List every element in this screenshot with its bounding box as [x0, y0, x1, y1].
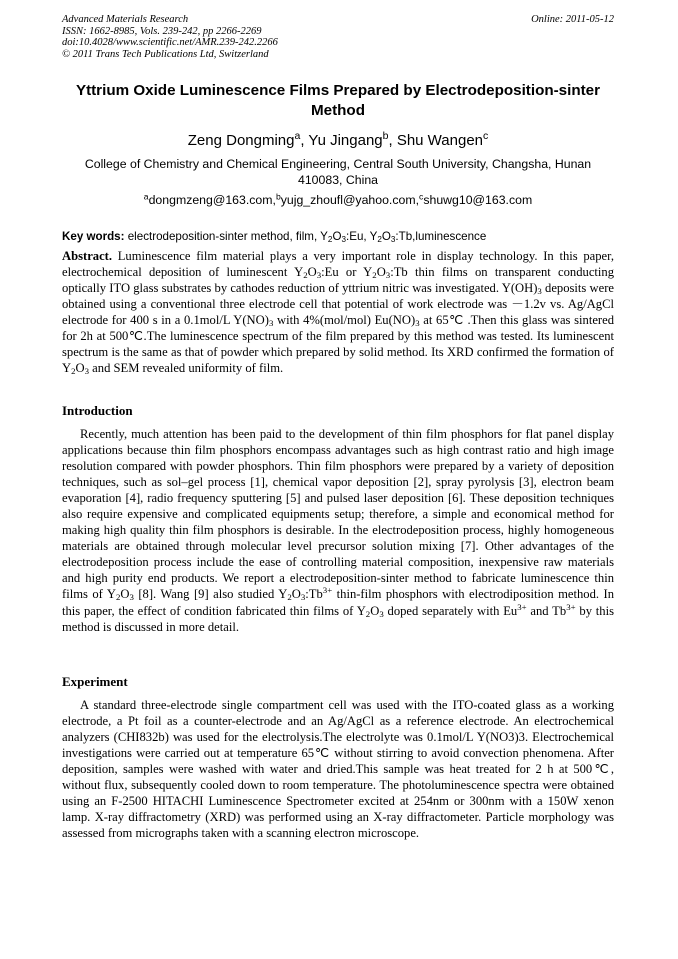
abstract-paragraph	[62, 248, 614, 376]
keywords	[62, 229, 622, 244]
email-address[interactable]: yujg_zhoufl@yahoo.com	[280, 193, 416, 207]
paper-title: Yttrium Oxide Luminescence Films Prepared by Electrodeposition-sinter Method	[75, 82, 601, 119]
subscript: 3	[268, 318, 274, 329]
body-text: doped separately with Eu	[383, 603, 518, 618]
superscript: 3+	[566, 601, 576, 612]
subscript: 2	[71, 366, 76, 377]
body-text: by this method is discussed in more detail.	[62, 603, 615, 634]
subscript: 2	[303, 270, 308, 281]
subscript: 2	[327, 235, 333, 245]
email-mark: b	[275, 191, 281, 202]
subscript: 3	[129, 592, 134, 603]
journal-name: Advanced Materials Research	[62, 14, 189, 25]
author-mark: c	[483, 130, 489, 143]
subscript: 3	[379, 608, 384, 619]
journal-doi: doi:10.4028/www.scientific.net/AMR.239-242.2266	[62, 37, 278, 49]
online-date: Online: 2011-05-12	[531, 14, 614, 25]
author-list: Zeng Dongming$^a$, Yu Jingang$^b$, Shu Wangen$^c$	[187, 130, 489, 149]
keywords-text: O	[332, 230, 342, 243]
subscript: 2	[115, 592, 121, 603]
abstract-text: with 4%(mol/mol) Eu(NO)	[273, 313, 416, 328]
body-text: O	[370, 603, 380, 618]
subscript: 3	[385, 270, 391, 281]
journal-header	[62, 14, 614, 60]
subscript: 2	[287, 592, 292, 603]
author-mark: b	[382, 130, 389, 143]
keywords-text: electrodeposition-sinter method, film, Y	[124, 230, 328, 243]
body-text: [8]. Wang [9] also studied Y	[133, 587, 288, 602]
body-text: :Tb	[305, 587, 323, 602]
abstract-label: Abstract.	[62, 249, 113, 263]
abstract-text: :Tb thin films on transparent conducting optically ITO glass substrates by cathodes reduction of yttrium nitric was investigated. Y(OH)	[62, 265, 614, 296]
email-list: $^a$dongmzeng@163.com,$^b$yujg_zhoufl@yahoo.com,$^c$shuwg10@163.com	[143, 191, 533, 207]
body-text: O	[120, 587, 130, 602]
abstract-text: deposits were obtained using a conventional three electrode cell that potential of work electrode was －1.2v vs. Ag/AgCl electrode for 400 s in a 0.1mol/L Y(NO)	[62, 281, 615, 328]
abstract-text: O	[75, 361, 85, 376]
email-mark: c	[419, 191, 424, 202]
author-name: Shu Wangen	[396, 132, 483, 149]
keywords-text: :Eu, Y	[345, 230, 378, 243]
body-text: Recently, much attention has been paid to the development of thin film phosphors for flat panel display applications because thin film phosphors encompass advantages such as high contrast ratio and high image resolution compared with powder phosphors. Thin film phosphors were prepared by a variety of deposition techniques, such as sol–gel process [1], chemical vapor deposition [2], spray pyrolysis [3], electron beam evaporation [4], radio frequency sputtering [5] and pulsed laser deposition [6]. These deposition techniques also require expensive and complicated equipments setup; therefore, a simple and economical method for making high quality thin film phosphors is desirable. In the electrodeposition process, highly homogeneous materials are obtained through molecular level precursor solution mixing [7]. Other advantages of the electrodeposition process include the ease of controlling material composition, inexpensive raw materials and high purity end products. We report a electrodeposition-sinter method to fabricate luminescence thin films of Y	[62, 427, 614, 602]
abstract-text: at 65℃ .Then this glass was sintered for 2h at 500℃.The luminescence spectrum of the film prepared by this method was tested. Its luminescent spectrum is the same as that of powder which prepared by solid method. Its XRD confirmed the formation of Y	[62, 313, 614, 376]
section-heading-introduction: Introduction	[62, 403, 133, 418]
email-address[interactable]: shuwg10@163.com	[423, 193, 533, 207]
abstract-text: O	[376, 265, 386, 280]
subscript: 3	[537, 286, 542, 297]
keywords-text: O	[381, 230, 391, 243]
abstract-text: :Eu or Y	[321, 265, 373, 280]
subscript: 3	[300, 592, 306, 603]
journal-issn: ISSN: 1662-8985, Vols. 239-242, pp 2266-2269	[62, 25, 262, 37]
author-mark: a	[294, 130, 301, 143]
subscript: 2	[377, 235, 382, 245]
subscript: 3	[84, 366, 90, 377]
email-mark: a	[143, 191, 149, 202]
abstract-text: and SEM revealed uniformity of film.	[89, 361, 284, 376]
author-name: Zeng Dongming	[187, 132, 295, 149]
section-heading-experiment: Experiment	[62, 674, 128, 689]
keywords-text: :Tb,luminescence	[395, 230, 487, 243]
affiliation: College of Chemistry and Chemical Engineering, Central South University, Changsha, Hunan 410083, China	[84, 157, 592, 187]
journal-copyright: © 2011 Trans Tech Publications Ltd, Switzerland	[62, 48, 269, 60]
introduction-paragraph	[62, 426, 614, 635]
superscript: 3+	[322, 585, 333, 596]
body-text: and Tb	[526, 603, 567, 618]
body-text: O	[291, 587, 301, 602]
subscript: 2	[372, 270, 377, 281]
abstract-text: Luminescence film material plays a very important role in display technology. In this paper, electrochemical deposition of luminescent Y	[62, 249, 614, 280]
author-name: Yu Jingang	[308, 132, 383, 149]
abstract-text: O	[307, 265, 317, 280]
subscript: 3	[341, 235, 346, 245]
experiment-paragraph: A standard three-electrode single compartment cell was used with the ITO-coated glass as a working electrode, a Pt foil as a counter-electrode and an Ag/AgCl as a reference electrode. An electrochemical analyzers (CHI832b) was used for the electrolysis.The electrolyte was 0.1mol/L Y(NO3)3. Electrochemical investigations were carried out at temperature 65℃ without stirring to avoid convection phenomena. After deposition, samples were washed with water and dried.This sample was heat treated for 2 h at 500℃, without flux, subsequently cooled down to room temperature. The photoluminescence spectra were obtained using an F-2500 HITACHI Luminescence Spectrometer excited at 254nm or 300nm with a 150W xenon lamp. X-ray diffractometry (XRD) was performed using an X-ray diffractometer. Particle morphology was assessed from micrographs taken with a scanning electron microscope.	[62, 698, 614, 841]
keywords-label: Key words:	[62, 230, 125, 243]
body-text: thin-film phosphors with electrodiposition method. In this paper, the effect of condition fabricated thin films of Y	[62, 587, 614, 618]
subscript: 2	[365, 608, 371, 619]
superscript: 3+	[517, 601, 527, 612]
email-address[interactable]: dongmzeng@163.com	[148, 193, 273, 207]
subscript: 3	[316, 270, 322, 281]
subscript: 3	[390, 235, 396, 245]
subscript: 3	[415, 318, 420, 329]
